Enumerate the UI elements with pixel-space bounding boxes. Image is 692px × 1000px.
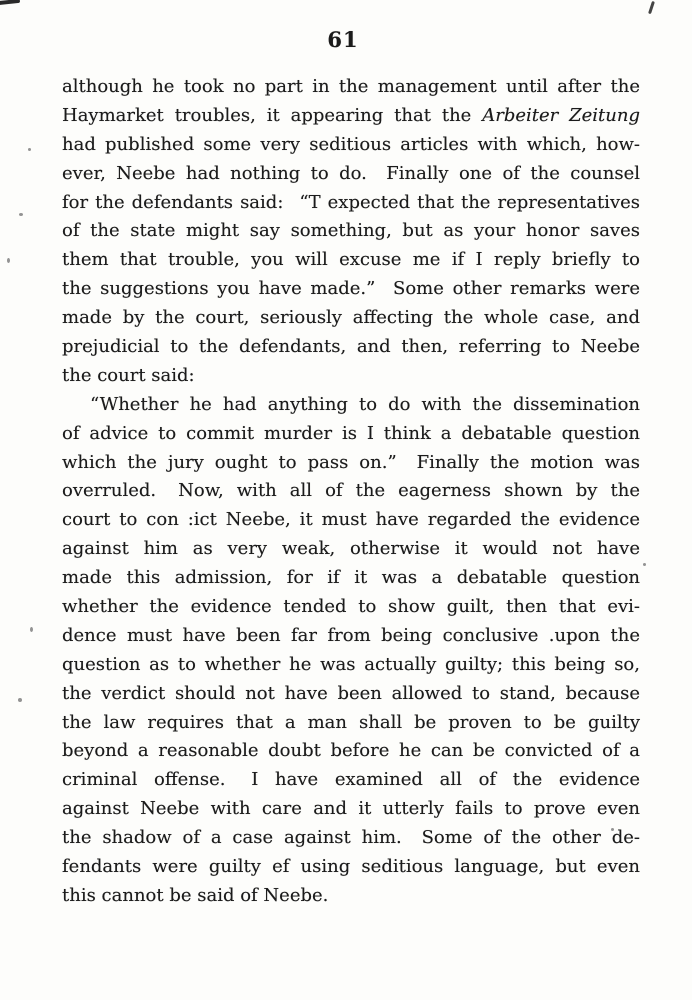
text-line: made this admission, for if it was a debatable question bbox=[62, 567, 640, 589]
text-line: beyond a reasonable doubt before he can be convicted of a bbox=[62, 740, 640, 762]
text-line: “Whether he had anything to do with the dissemination bbox=[90, 393, 640, 415]
scan-artifact-top-left bbox=[0, 0, 20, 5]
text-line: had published some very seditious articles with which, how- bbox=[62, 133, 640, 155]
text-line: court to con :ict Neebe, it must have regarded the evidence bbox=[62, 509, 640, 531]
text-line: overruled. Now, with all of the eagerness shown by the bbox=[62, 480, 640, 502]
text-line: for the defendants said: “T expected that the representatives bbox=[62, 191, 640, 213]
scan-speck bbox=[28, 148, 31, 151]
text-line: the law requires that a man shall be proven to be guilty bbox=[62, 711, 640, 733]
text-line: against him as very weak, otherwise it would not have bbox=[62, 538, 640, 560]
text-line: the court said: bbox=[62, 364, 195, 386]
text-line: dence must have been far from being conclusive .upon the bbox=[62, 624, 640, 646]
text-line: although he took no part in the management until after the bbox=[62, 76, 640, 97]
text-line: which the jury ought to pass on.” Finally the motion was bbox=[62, 451, 640, 473]
scan-artifact-top-right bbox=[648, 1, 654, 14]
text-line: fendants were guilty ef using seditious language, but even bbox=[62, 856, 640, 878]
text-line: them that trouble, you will excuse me if I reply briefly to bbox=[62, 249, 640, 271]
text-line: prejudicial to the defendants, and then, referring to Neebe bbox=[62, 336, 640, 358]
text-line: ever, Neebe had nothing to do. Finally one of the counsel bbox=[62, 162, 640, 184]
text-line: this cannot be said of Neebe. bbox=[62, 884, 329, 906]
text-block bbox=[62, 73, 640, 911]
page-number: 61 bbox=[327, 27, 359, 52]
text-line: question as to whether he was actually guilty; this being so, bbox=[62, 653, 640, 675]
scan-speck bbox=[30, 627, 33, 632]
scan-speck bbox=[18, 698, 22, 702]
text-line: made by the court, seriously affecting the whole case, and bbox=[62, 307, 640, 329]
text-line: criminal offense. I have examined all of the evidence bbox=[62, 769, 640, 791]
text-line: against Neebe with care and it utterly fails to prove even bbox=[62, 798, 640, 820]
text-line: of the state might say something, but as your honor saves bbox=[62, 220, 640, 242]
scan-speck bbox=[19, 213, 23, 216]
text-line: of advice to commit murder is I think a debatable question bbox=[62, 422, 640, 444]
text-line: the shadow of a case against him. Some of the other de- bbox=[62, 827, 640, 849]
scan-speck bbox=[7, 258, 10, 263]
text-line: the verdict should not have been allowed to stand, because bbox=[62, 682, 640, 704]
text-line: the suggestions you have made.” Some other remarks were bbox=[62, 278, 640, 300]
text-line: whether the evidence tended to show guilt, then that evi- bbox=[62, 596, 640, 618]
text-line: Haymarket troubles, it appearing that the Arbeiter Zeitung bbox=[62, 104, 640, 126]
scan-speck bbox=[643, 563, 646, 566]
